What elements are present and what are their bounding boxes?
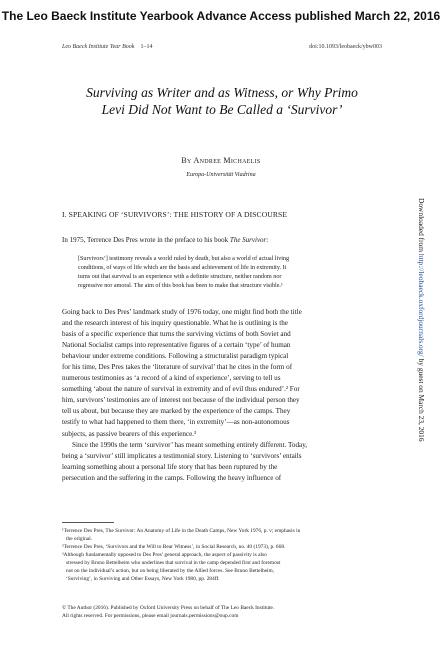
footnote-line: stressed by Bruno Bettelheim who underlines that survival in the camp depended first and foremost	[66, 560, 281, 566]
block-quote	[78, 255, 380, 291]
body-line: Going back to Des Pres’ landmark study of 1976 today, one might find both the title	[62, 308, 302, 316]
intro-colon: :	[266, 236, 269, 244]
footnote-line: ‘Surviving’, in Surviving and Other Essays, New York 1980, pp. 284ff.	[66, 576, 220, 582]
sidebar-prefix: Downloaded from	[417, 198, 426, 254]
download-sidebar	[417, 198, 426, 442]
intro-book-title: The Survivor	[229, 236, 267, 244]
footnote-line: not on the individual’s action, but on being liberated by the Allied forces. See Bruno Bettelheim,	[66, 568, 275, 574]
body-line: numerous testimonies as ‘a record of a kind of experience’, serving to tell us	[62, 374, 281, 383]
body-line: something ‘about the nature of survival in extremity and of evil thus endured’.² For	[62, 385, 300, 394]
author-byline: By Andree Michaelis	[181, 156, 261, 165]
page-range: 1–14	[140, 44, 153, 50]
body-text	[62, 307, 380, 484]
sidebar-suffix: by guest on March 23, 2016	[417, 356, 426, 442]
copyright-line: All rights reserved. For permissions, please email journals.permissions@oup.com	[62, 613, 239, 619]
author-affiliation: Europa-Universität Viadrina	[186, 172, 256, 178]
body-line: subjects, as passive bearers of this experience.³	[62, 429, 197, 438]
body-line: National Socialist camps into representative figures of a certain ‘type’ of human	[62, 341, 291, 350]
body-line: testify to what had happened to them there, ‘in extremity’—as non-autonomous	[62, 418, 290, 427]
body-line: and the research interest of his inquiry questionable. What he is outlining is the	[62, 319, 288, 328]
quote-line: [Survivors’] testimony reveals a world ruled by death, but also a world of actual living	[78, 256, 290, 262]
sidebar-link[interactable]: http://leobaeck.oxfordjournals.org/	[417, 253, 426, 357]
title-line: Levi Did Not Want to Be Called a ‘Survivor’	[101, 102, 343, 117]
intro-paragraph	[62, 236, 268, 244]
body-line: persecution and the suffering in the camps. Following the heavy influence of	[62, 473, 282, 482]
advance-access-banner: The Leo Baeck Institute Yearbook Advance Access published March 22, 2016	[1, 9, 441, 23]
body-line: Since the 1990s the term ‘survivor’ has meant something entirely different. Today,	[72, 440, 308, 449]
footnote-divider	[62, 522, 114, 523]
body-line: basis of a specific experience that turns the surviving victims of both Soviet and	[62, 330, 291, 339]
section-heading: I. SPEAKING OF ‘SURVIVORS’: THE HISTORY OF A DISCOURSE	[62, 210, 288, 219]
quote-line: regressive nor amoral. The aim of this book has been to make that structure visible.¹	[78, 283, 283, 289]
journal-name: Leo Baeck Institute Year Book	[62, 44, 135, 50]
running-head-journal	[62, 44, 152, 50]
body-line: tell us about, but because they are marked by the experience of the camps. They	[62, 407, 291, 416]
intro-text: In 1975, Terrence Des Pres wrote in the preface to his book	[62, 236, 230, 244]
body-line: for his time, Des Pres takes the ‘literature of survival’ that he cites in the form of	[62, 363, 293, 372]
copyright-line: © The Author (2016). Published by Oxford University Press on behalf of The Leo Baeck Institute.	[62, 605, 275, 611]
body-line: being a ‘survivor’ still implicates a testimonial story. Listening to ‘survivors’ entails	[62, 451, 302, 460]
article-title	[40, 84, 404, 118]
running-head-doi[interactable]: doi:10.1093/leobaeck/ybw003	[309, 44, 382, 50]
footnote-line: ¹Terrence Des Pres, The Survivor: An Anatomy of Life in the Death Camps, New York 1976, p. v; emphasis in	[62, 528, 301, 534]
footnotes	[62, 527, 380, 583]
body-line: learning something about a personal life story that has been ruptured by the	[62, 462, 278, 471]
quote-line: turns out that survival is an experience with a definite structure, neither random nor	[78, 274, 282, 280]
footnote-line: the original.	[66, 536, 93, 542]
title-line: Surviving as Writer and as Witness, or Why Primo	[86, 85, 358, 100]
copyright-notice	[62, 604, 380, 620]
footnote-line: ²Terrence Des Pres, ‘Survivors and the Will to Bear Witness’, in Social Research, no. 40 (1973), p. 668.	[62, 544, 286, 550]
footnote-line: ³Although fundamentally opposed to Des Pres’ general approach, the aspect of passivity is also	[62, 552, 267, 558]
quote-line: conditions, of ways of life which are the basis and achievement of life in extremity. It	[78, 265, 287, 271]
body-line: him, survivors’ testimonies are of interest not because of the individual person they	[62, 396, 300, 405]
body-line: behaviour under extreme conditions. Following a structuralist paradigm typical	[62, 352, 289, 361]
